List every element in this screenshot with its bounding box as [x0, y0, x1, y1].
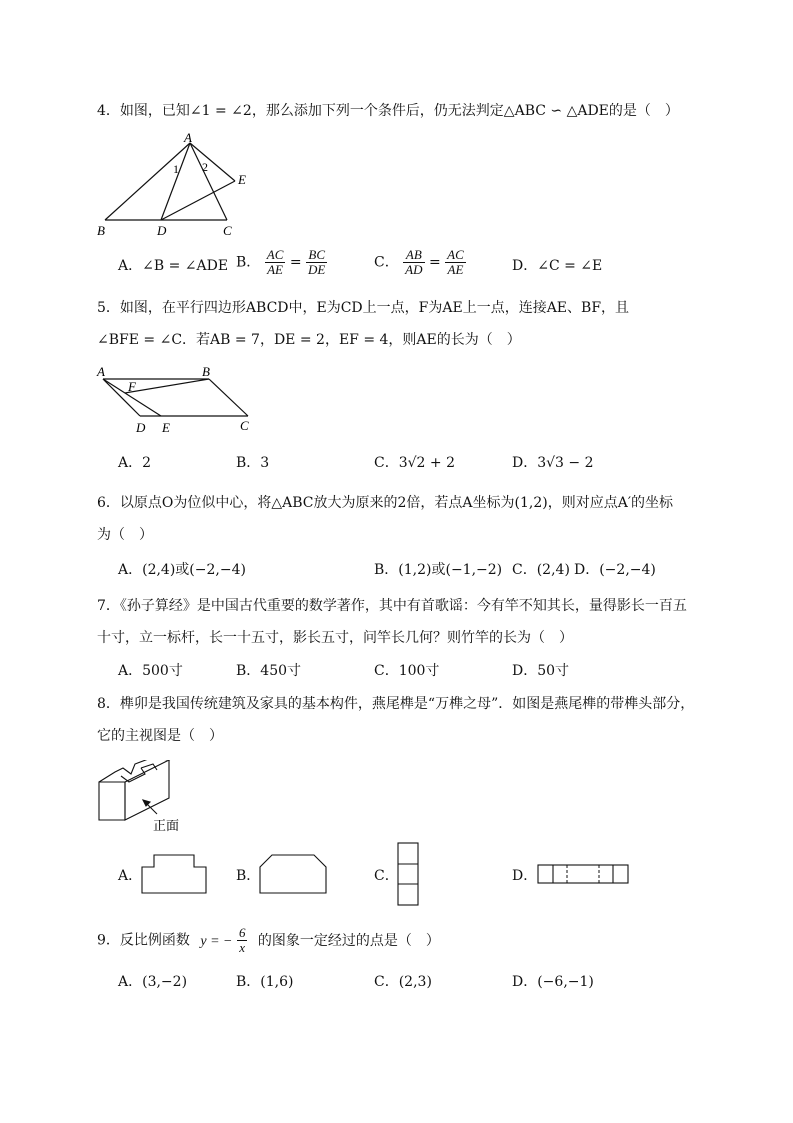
q4-option-c-eq: = — [428, 254, 441, 271]
q5-option-a[interactable]: A．2 — [118, 455, 152, 471]
q6-option-d[interactable]: D．(−2,−4) — [574, 562, 656, 578]
q5-option-c[interactable]: C．3√2 + 2 — [374, 455, 455, 471]
q4-label-B: B — [97, 223, 105, 238]
q8-option-b[interactable]: B． — [236, 868, 261, 884]
q9-option-a[interactable]: A．(3,−2) — [118, 974, 188, 990]
q9-fraction: $\frac{6}{x}$ — [238, 925, 246, 955]
q4-option-c-prefix: C． — [374, 254, 399, 271]
q5-figure — [95, 362, 260, 438]
q4-option-b[interactable] — [236, 248, 327, 277]
q4-option-d[interactable]: D．∠C = ∠E — [512, 258, 603, 274]
q6-stem-line1: 6．以原点O为位似中心，将△ABC放大为原来的2倍，若点A坐标为(1,2)，则对应点A′的坐标 — [97, 495, 674, 511]
q6-option-a[interactable]: A．(2,4)或(−2,−4) — [118, 562, 246, 578]
q9-option-d[interactable]: D．(−6,−1) — [512, 974, 594, 990]
q6-stem-line2: 为（ ） — [97, 527, 153, 543]
q5-stem-line2: ∠BFE = ∠C．若AB = 7，DE = 2，EF = 4，则AE的长为（ ） — [97, 332, 521, 348]
q5-label-E: E — [162, 420, 170, 435]
q8-option-b-figure[interactable] — [258, 853, 328, 895]
q8-option-c[interactable]: C． — [374, 868, 399, 884]
q5-label-A: A — [97, 364, 105, 379]
q8-stem-line2: 它的主视图是（ ） — [97, 728, 223, 744]
q6-option-c[interactable]: C．(2,4) — [512, 562, 570, 578]
q9-option-b[interactable]: B．(1,6) — [236, 974, 294, 990]
q6-option-b[interactable]: B．(1,2)或(−1,−2) — [374, 562, 503, 578]
q8-front-label: 正面 — [153, 818, 180, 832]
q9-stem-suffix: 的图象一定经过的点是（ ） — [257, 932, 440, 949]
q5-label-B: B — [202, 364, 210, 379]
q8-dovetail-figure — [95, 760, 205, 832]
q4-angle-1: 1 — [173, 162, 179, 176]
q4-option-c[interactable] — [374, 248, 466, 277]
q5-option-d[interactable]: D．3√3 − 2 — [512, 455, 594, 471]
q7-option-d[interactable]: D．50寸 — [512, 663, 570, 679]
q4-label-E: E — [238, 172, 246, 187]
q7-option-a[interactable]: A．500寸 — [118, 663, 183, 679]
q4-stem: 4．如图，已知∠1 = ∠2，那么添加下列一个条件后，仍无法判定△ABC ∽ △ADE的是（ ） — [97, 103, 679, 119]
q8-option-a[interactable]: A． — [118, 868, 143, 884]
q5-label-D: D — [136, 420, 146, 435]
q5-stem-line1: 5．如图，在平行四边形ABCD中，E为CD上一点，F为AE上一点，连接AE、BF，且 — [97, 300, 630, 316]
q7-stem-line1: 7．《孙子算经》是中国古代重要的数学著作，其中有首歌谣：今有竿不知其长，量得影长一百五 — [97, 598, 687, 614]
q4-option-b-frac1: $\frac{AC}{AE}$ — [266, 247, 284, 277]
q4-figure — [95, 133, 260, 238]
q9-y-eq: y = − — [200, 933, 233, 949]
q9-option-c[interactable]: C．(2,3) — [374, 974, 432, 990]
q4-label-A: A — [184, 133, 192, 145]
q4-option-b-frac2: $\frac{BC}{DE}$ — [308, 247, 326, 277]
q9-stem-prefix: 9．反比例函数 — [97, 932, 190, 949]
q5-label-F: F — [128, 379, 136, 394]
q8-option-d-figure[interactable] — [537, 864, 629, 884]
q9-stem — [97, 926, 440, 955]
q7-option-b[interactable]: B．450寸 — [236, 663, 302, 679]
q4-option-a[interactable]: A．∠B = ∠ADE — [118, 258, 229, 274]
q4-label-D: D — [157, 223, 167, 238]
q4-label-C: C — [223, 223, 232, 238]
q5-label-C: C — [240, 418, 249, 433]
q5-option-b[interactable]: B．3 — [236, 455, 270, 471]
q4-option-b-eq: = — [289, 254, 302, 271]
q4-angle-2: 2 — [202, 160, 208, 174]
q8-option-a-figure[interactable] — [140, 853, 208, 895]
q4-option-b-prefix: B． — [236, 254, 261, 271]
q4-option-c-frac2: $\frac{AC}{AE}$ — [447, 247, 464, 277]
q4-option-c-frac1: $\frac{AB}{AD}$ — [405, 247, 423, 277]
q8-option-d[interactable]: D． — [512, 868, 538, 884]
q7-option-c[interactable]: C．100寸 — [374, 663, 440, 679]
q8-option-c-figure[interactable] — [397, 842, 419, 906]
q7-stem-line2: 十寸，立一标杆，长一十五寸，影长五寸，问竿长几何？则竹竿的长为（ ） — [97, 630, 573, 646]
q8-stem-line1: 8．榫卯是我国传统建筑及家具的基本构件，燕尾榫是“万榫之母”．如图是燕尾榫的带榫头部分， — [97, 696, 695, 712]
